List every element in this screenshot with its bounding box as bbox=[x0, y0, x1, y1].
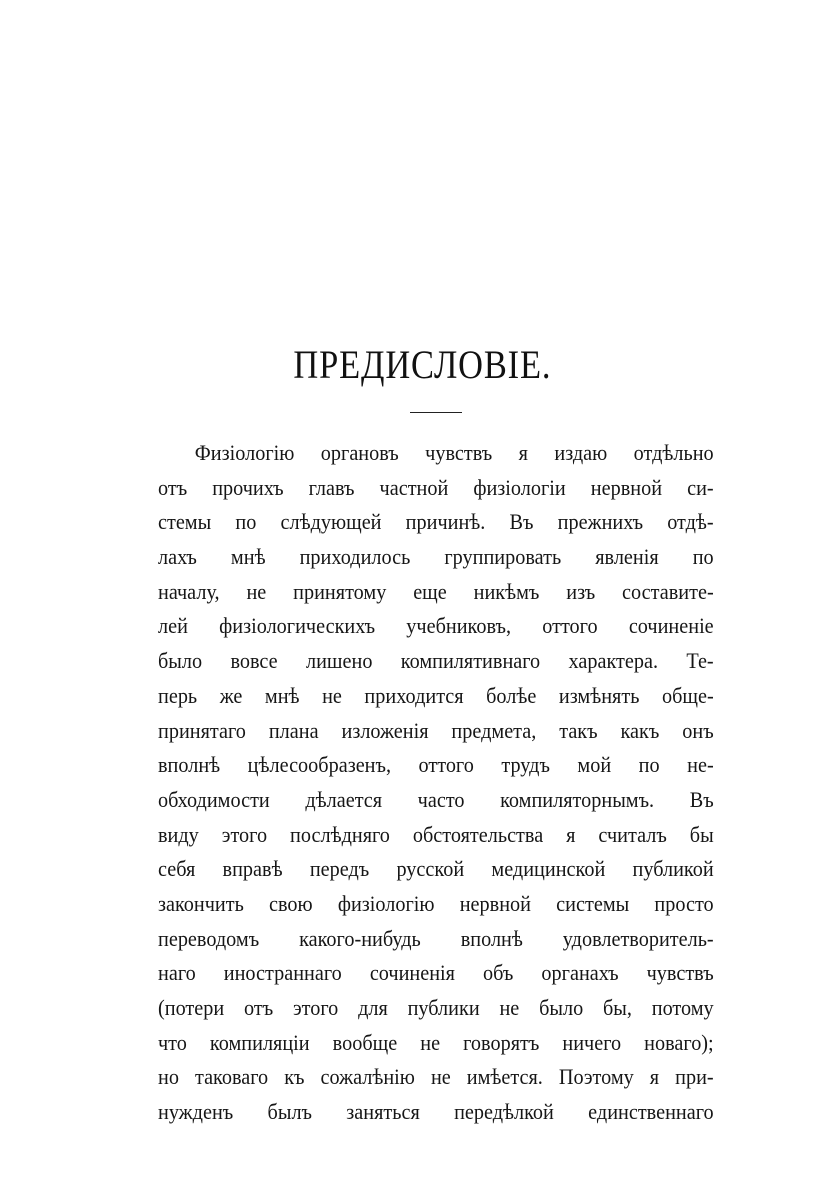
text-line: наго иностраннаго сочиненія объ органахъ чувствъ bbox=[158, 960, 714, 986]
text-line: переводомъ какого-нибудь вполнѣ удовлетворитель- bbox=[158, 925, 714, 951]
text-line: отъ прочихъ главъ частной физіологіи нервной си- bbox=[158, 474, 714, 500]
text-line: стемы по слѣдующей причинѣ. Въ прежнихъ отдѣ- bbox=[158, 509, 714, 535]
text-line: закончить свою физіологію нервной системы просто bbox=[158, 890, 714, 916]
text-line: лахъ мнѣ приходилось группировать явленія по bbox=[158, 544, 714, 570]
text-line: обходимости дѣлается часто компиляторнымъ. Въ bbox=[158, 786, 714, 812]
text-line: нужденъ былъ заняться передѣлкой единственнаго bbox=[158, 1099, 714, 1125]
text-line: перь же мнѣ не приходится болѣе измѣнять обще- bbox=[158, 682, 714, 708]
page-title: ПРЕДИСЛОВІЕ. bbox=[293, 342, 552, 387]
text-line: было вовсе лишено компилятивнаго характера. Те- bbox=[158, 648, 714, 674]
preface-text bbox=[158, 436, 714, 1130]
text-line: виду этого послѣдняго обстоятельства я считалъ бы bbox=[158, 821, 714, 847]
text-line: принятаго плана изложенія предмета, такъ какъ онъ bbox=[158, 717, 714, 743]
text-line: началу, не принятому еще никѣмъ изъ составите- bbox=[158, 578, 714, 604]
text-line: лей физіологическихъ учебниковъ, оттого сочиненіе bbox=[158, 613, 714, 639]
text-line: вполнѣ цѣлесообразенъ, оттого трудъ мой по не- bbox=[158, 752, 714, 778]
text-line: что компиляціи вообще не говорятъ ничего новаго); bbox=[158, 1029, 714, 1055]
text-line: Физіологію органовъ чувствъ я издаю отдѣльно bbox=[194, 440, 714, 465]
text-line: (потери отъ этого для публики не было бы, потому bbox=[158, 995, 714, 1020]
text-line: себя вправѣ передъ русской медицинской публикой bbox=[158, 856, 714, 882]
title-divider bbox=[410, 412, 462, 413]
text-line: но таковаго къ сожалѣнію не имѣется. Поэтому я при- bbox=[158, 1064, 714, 1090]
